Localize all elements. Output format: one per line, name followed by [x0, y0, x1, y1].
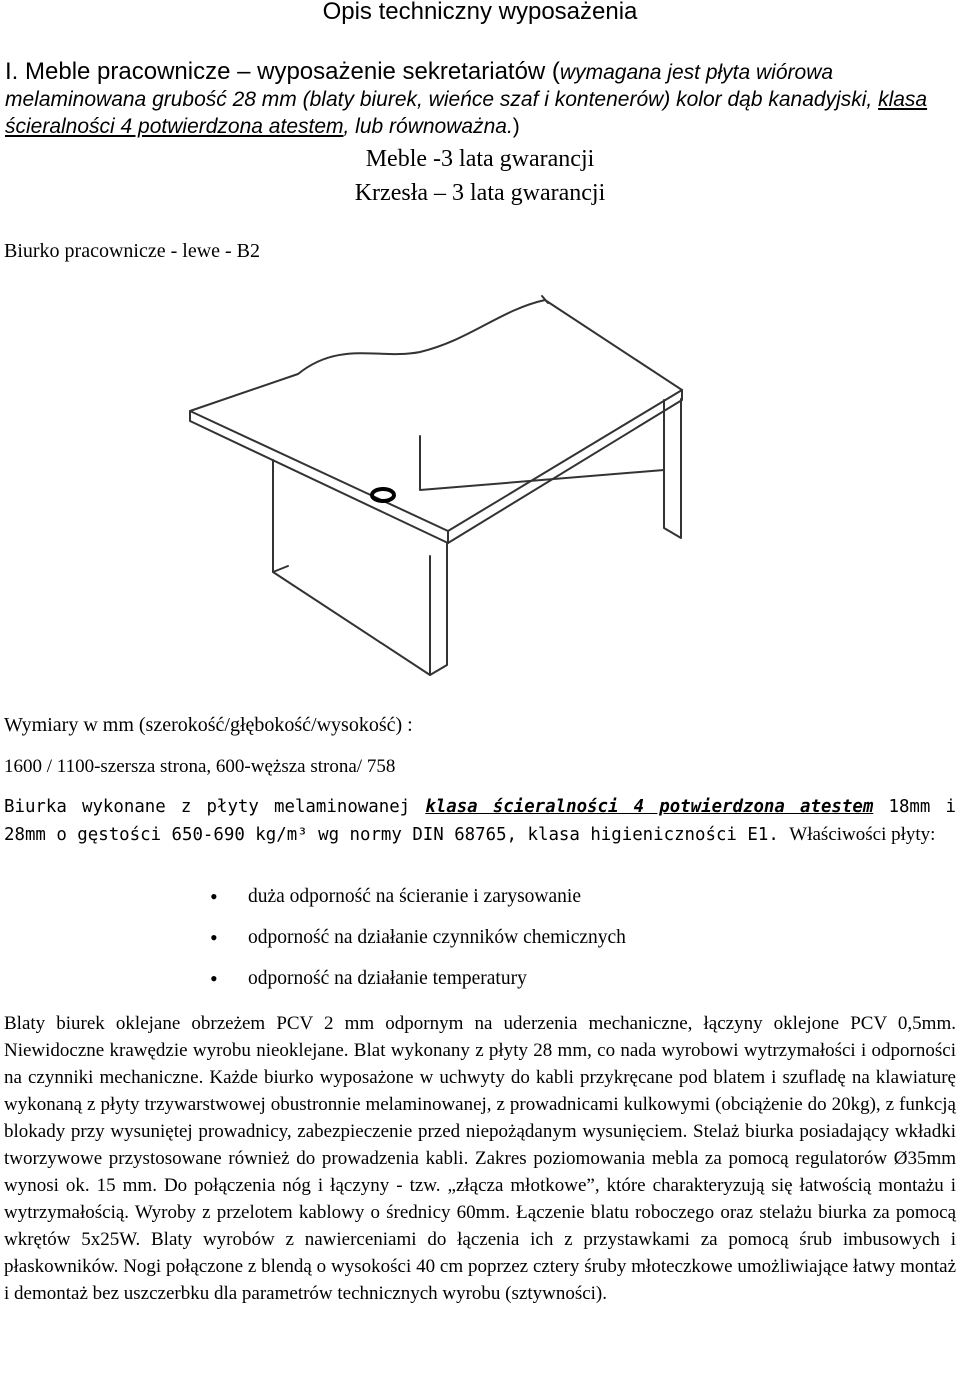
cable-grommet-icon: [372, 489, 394, 501]
properties-intro: Właściwości płyty:: [789, 824, 936, 845]
dimensions-heading: Wymiary w mm (szerokość/głębokość/wysokość) :: [4, 714, 413, 736]
list-item: • duża odporność na ścieranie i zarysowanie: [210, 886, 626, 927]
list-item: • odporność na działanie temperatury: [210, 968, 626, 1009]
dimensions-value: 1600 / 1100-szersza strona, 600-węższa strona/ 758: [4, 756, 396, 777]
section-note: wymagana jest płyta wiórowa melaminowana grubość 28 mm (blaty biurek, wieńce szaf i kontenerów) kolor dąb kanadyjski,: [5, 61, 879, 111]
material-class: klasa ścieralności 4 potwierdzona atestem: [425, 797, 874, 817]
material-paragraph: [4, 794, 956, 849]
material-text-2: 18mm i 28mm o gęstości 650-690 kg/m³ wg normy DIN 68765, klasa higieniczności E1.: [4, 797, 956, 845]
section-close: ): [512, 115, 520, 138]
material-text: Biurka wykonane z płyty melaminowanej: [4, 797, 426, 817]
section-title: I. Meble pracownicze – wyposażenie sekretariatów (: [5, 58, 560, 85]
warranty-chairs: Krzesła – 3 lata gwarancji: [354, 180, 606, 206]
section-note-end: , lub równoważna.: [343, 115, 513, 138]
properties-list: [210, 886, 626, 1009]
section-note-underlined: klasa ścieralności 4 potwierdzona atestem: [5, 88, 928, 138]
list-item: • odporność na działanie czynników chemicznych: [210, 927, 626, 968]
description-paragraph: Blaty biurek oklejane obrzeżem PCV 2 mm odpornym na uderzenia mechaniczne, łączyny oklejone PCV 0,5mm. Niewidoczne krawędzie wyrobu nieoklejane. Blat wykonany z płyty 28 mm, co nada wyrobowi wytrzymałości i odporności na czynniki mechaniczne. Każde biurko wyposażone w uchwyty do kabli przykręcane pod blatem i szufladę na klawiaturę wykonaną z płyty trzywarstwowej obustronnie melaminowanej, z prowadnicami kulkowymi (obciążenie do 20kg), z funkcją blokady przy wysuniętej prowadnicy, zabezpieczenie przed niepożądanym wysunięciem. Stelaż biurka posiadający wkładki tworzywowe przystosowane również do prowadzenia kabli. Zakres poziomowania mebla za pomocą regulatorów Ø35mm wynosi ok. 15 mm. Do połączenia nóg i łączyny - tzw. „złącza młotkowe”, które charakteryzują się łatwością montażu i wytrzymałością. Wyroby z przelotem kablowy o średnicy 60mm. Łączenie blatu roboczego oraz stelażu biurka za pomocą wkrętów 5x25W. Blaty wyrobów z nawierceniami do łączenia ich z przystawkami za pomocą śrub imbusowych i płaskowników. Nogi połączone z blendą o wysokości 40 cm poprzez cztery śruby młoteczkowe umożliwiające łatwy montaż i demontaż bez uszczerbku dla parametrów technicznych wyrobu (sztywności).: [4, 1013, 956, 1304]
page-title: Opis techniczny wyposażenia: [322, 0, 638, 25]
warranty-furniture: Meble -3 lata gwarancji: [365, 146, 595, 172]
product-name: Biurko pracownicze - lewe - B2: [4, 240, 261, 262]
